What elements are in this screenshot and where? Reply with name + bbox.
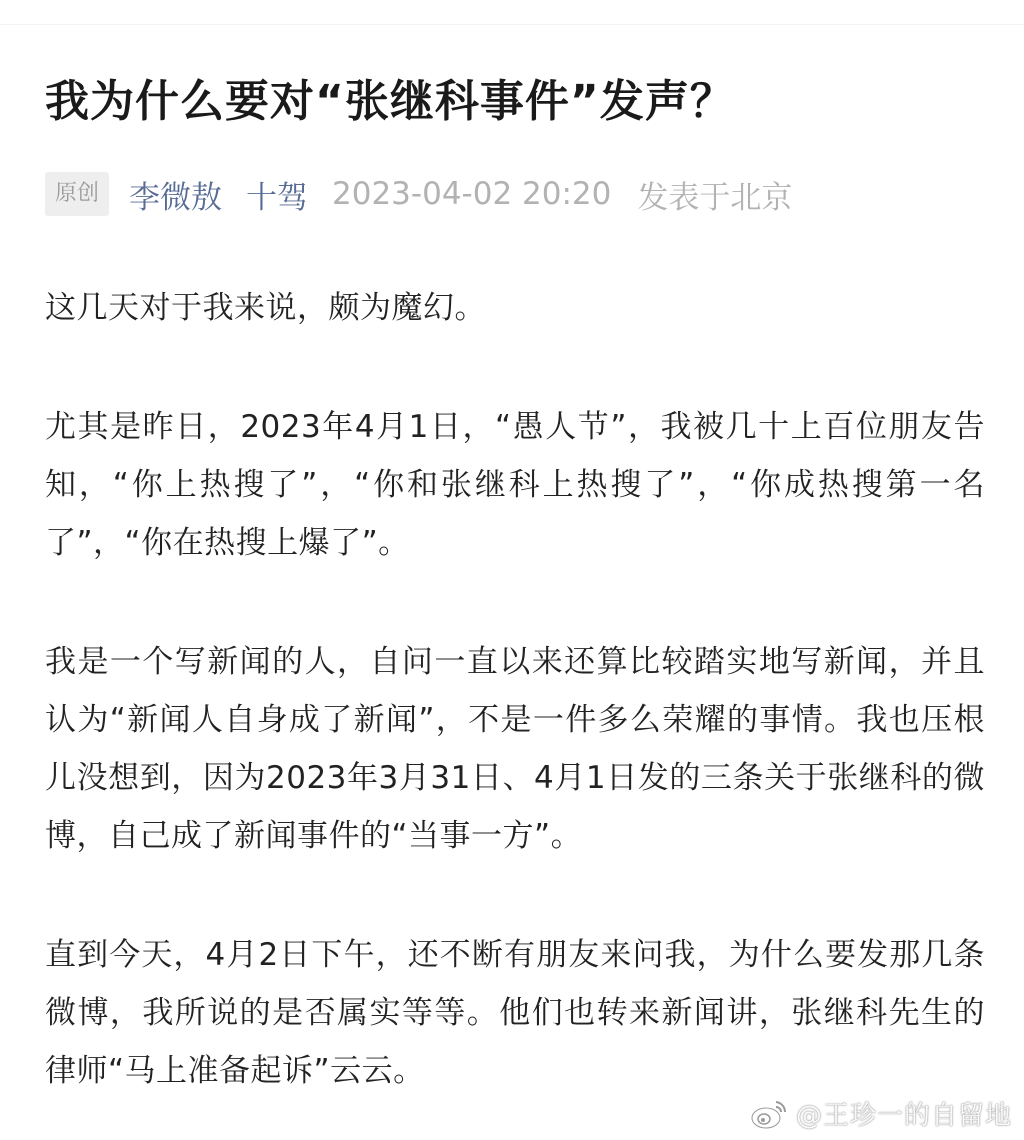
paragraph-4: 直到今天，4月2日下午，还不断有朋友来问我，为什么要发那几条微博，我所说的是否属实等等。他们也转来新闻讲，张继科先生的律师“马上准备起诉”云云。 [45, 937, 985, 1089]
paragraph-3: 我是一个写新闻的人，自问一直以来还算比较踏实地写新闻，并且认为“新闻人自身成了新闻”，不是一件多么荣耀的事情。我也压根儿没想到，因为2023年3月31日、4月1日发的三条关于张继科的微博，自己成了新闻事件的“当事一方”。 [45, 644, 985, 854]
account-link[interactable]: 十驾 [246, 179, 309, 216]
paragraph-1: 这几天对于我来说，颇为魔幻。 [45, 290, 486, 326]
article-body [45, 279, 985, 1100]
weibo-icon [750, 1098, 788, 1130]
weibo-watermark [750, 1095, 1012, 1132]
top-bar [0, 0, 1024, 25]
author-link[interactable]: 李微敖 [129, 179, 223, 216]
article [45, 70, 985, 1140]
article-title: 我为什么要对“张继科事件”发声？ [45, 76, 735, 127]
watermark-text: @王珍一的自留地 [795, 1101, 1012, 1131]
publish-location: 发表于北京 [637, 179, 793, 216]
paragraph-2: 尤其是昨日，2023年4月1日，“愚人节”，我被几十上百位朋友告知，“你上热搜了”，“你和张继科上热搜了”，“你成热搜第一名了”，“你在热搜上爆了”。 [45, 409, 985, 561]
article-meta [45, 171, 985, 217]
original-badge: 原创 [45, 172, 109, 216]
publish-date: 2023-04-02 20:20 [332, 176, 612, 212]
